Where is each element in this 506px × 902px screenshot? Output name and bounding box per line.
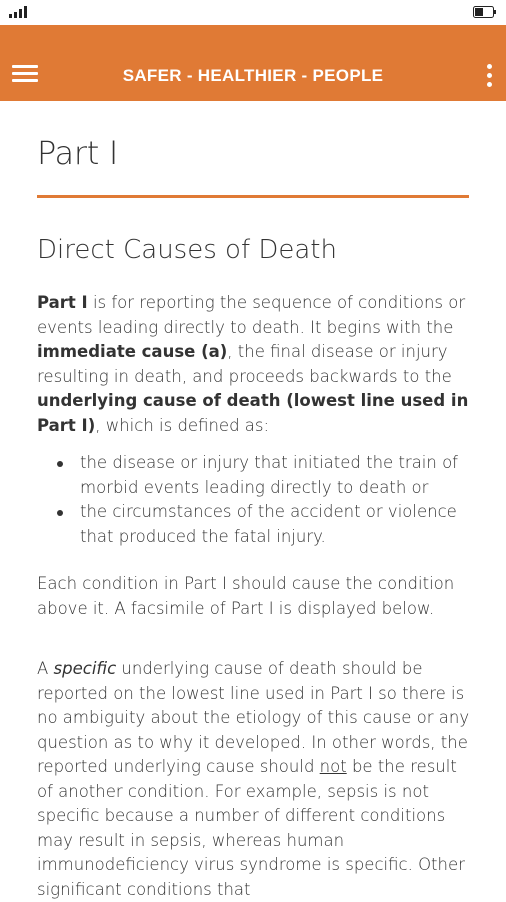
intro-paragraph: [37, 291, 477, 438]
title-divider: [37, 195, 469, 198]
list-item: the disease or injury that initiated the train of morbid events leading directly to death or: [37, 451, 477, 500]
app-title: SAFER - HEALTHIER - PEOPLE: [122, 66, 384, 85]
battery-icon: [473, 6, 497, 18]
definition-list: [37, 451, 477, 549]
status-bar: [0, 0, 506, 25]
text-run: be the result of another condition. For example, sepsis is not specific because a number of different conditions may result in sepsis, whereas human immunodeficiency virus syndrome is specific. Other significant conditions that: [37, 757, 465, 899]
app-bar: [0, 25, 506, 101]
page-title: Part I: [37, 134, 118, 172]
more-vert-icon[interactable]: [484, 62, 496, 90]
bold-text: underlying cause of death (lowest line used in Part I): [37, 391, 469, 435]
text-run: , the final disease or injury resulting in death, and proceeds backwards to the: [37, 342, 452, 386]
specific-cause-paragraph: [37, 657, 477, 902]
text-run: is for reporting the sequence of conditions or events leading directly to death. It begins with the: [37, 293, 466, 337]
section-title: Direct Causes of Death: [37, 235, 337, 265]
text-run: , which is defined as:: [95, 415, 270, 435]
bold-text: immediate cause (a): [37, 342, 228, 361]
facsimile-paragraph: Each condition in Part I should cause the condition above it. A facsimile of Part I is displayed below.: [37, 574, 455, 618]
text-run: underlying cause of death should be reported on the lowest line used in Part I so there is no ambiguity about the etiology of this cause or any question as to why it developed. In other words, the reported underlying cause should: [37, 659, 470, 776]
italic-text: specific: [53, 659, 117, 678]
underlined-text: not: [319, 757, 347, 776]
signal-icon: [9, 6, 29, 18]
list-item: the circumstances of the accident or violence that produced the fatal injury.: [37, 500, 477, 549]
bold-text: Part I: [37, 293, 88, 312]
text-run: A: [37, 659, 54, 678]
